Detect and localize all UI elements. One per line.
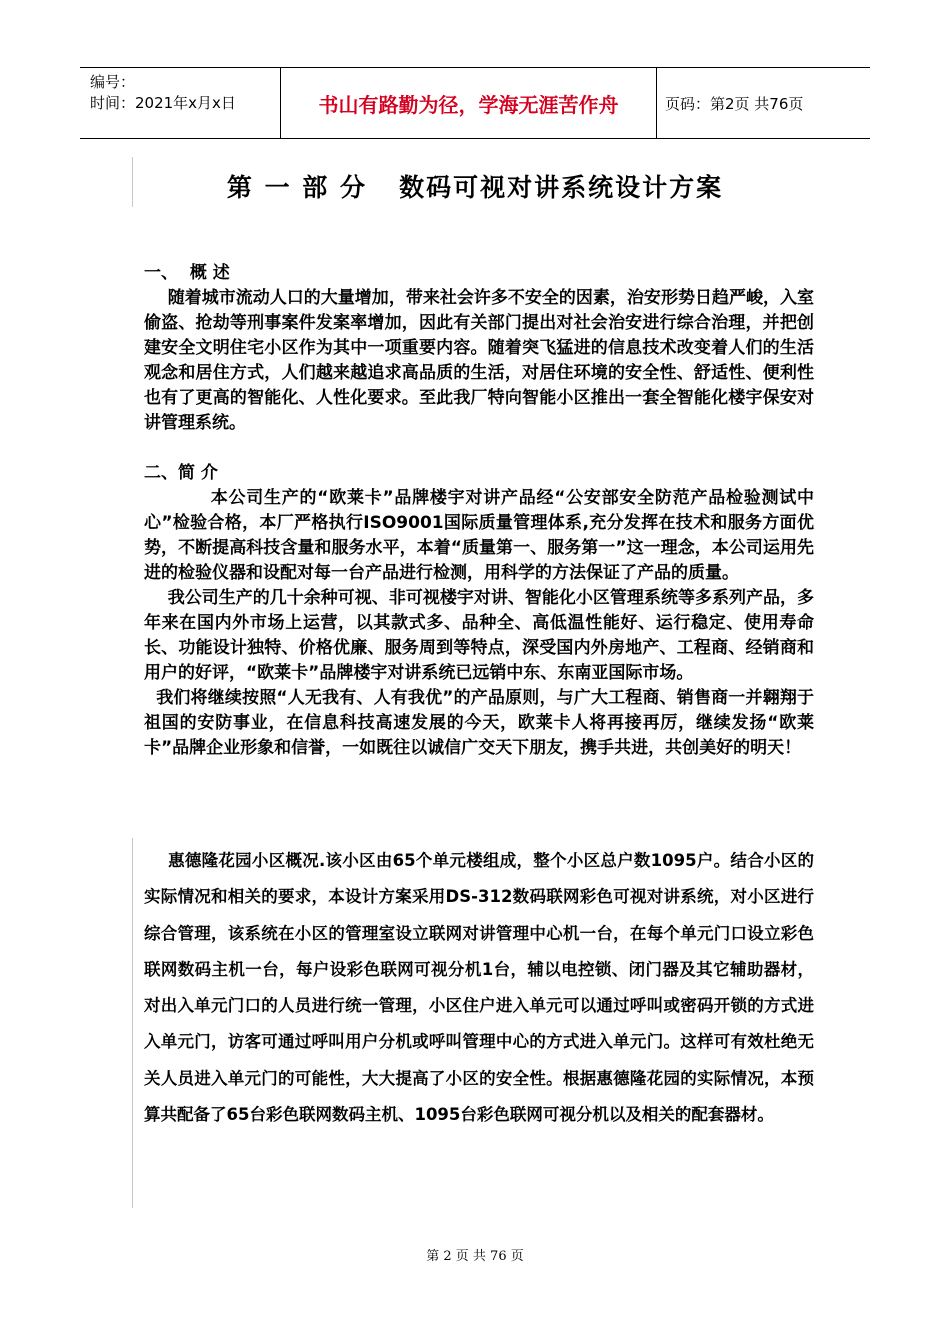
project-paragraph: 惠德隆花园小区概况.该小区由65个单元楼组成，整个小区总户数1095户。结合小区的实际情况和相关的要求，本设计方案采用DS-312数码联网彩色可视对讲系统，对小区进行综合管理，该系统在小区的管理室设立联网对讲管理中心机一台，在每个单元门口设立彩色联网数码主机一台，每户设彩色联网可视分机1台，辅以电控锁、闭门器及其它辅助器材，对出入单元门口的人员进行统一管理，小区住户进入单元可以通过呼叫或密码开锁的方式进入单元门，访客可通过呼叫用户分机或呼叫管理中心的方式进入单元门。这样可有效杜绝无关人员进入单元门的可能性，大大提高了小区的安全性。根据惠德隆花园的实际情况，本预算共配备了65台彩色联网数码主机、1095台彩色联网可视分机以及相关的配套器材。 [144,851,815,1125]
time-label: 时间：2021年x月x日 [90,94,236,112]
section-heading-overview: 一、 概 述 [144,263,230,283]
header-meta [80,68,281,138]
intro-paragraph-1: 本公司生产的“欧莱卡”品牌楼宇对讲产品经“公安部安全防范产品检验测试中心”检验合格，本厂严格执行ISO9001国际质量管理体系,充分发挥在技术和服务方面优势，不断提高科技含量和服务水平，本着“质量第一、服务第一”这一理念，本公司运用先进的检验仪器和设配对每一台产品进行检测，用科学的方法保证了产品的质量。 [144,488,814,583]
number-label: 编号： [90,73,136,91]
page-footer: 第 2 页 共 76 页 [426,1249,524,1264]
intro-paragraph-3: 我们将继续按照“人无我有、人有我优”的产品原则，与广大工程商、销售商一并翱翔于祖国的安防事业，在信息科技高速发展的今天，欧莱卡人将再接再厉，继续发扬“欧莱卡”品牌企业形象和信誉，一如既往以诚信广交天下朋友，携手共进，共创美好的明天！ [144,688,814,758]
document-title: 第 一 部 分 数码可视对讲系统设计方案 [226,173,724,202]
main-content [144,261,814,761]
project-overview [144,843,814,1133]
header-table [80,67,870,139]
intro-paragraph-2: 我公司生产的几十余种可视、非可视楼宇对讲、智能化小区管理系统等多系列产品，多年来在国内外市场上运营，以其款式多、品种全、高低温性能好、运行稳定、使用寿命长、功能设计独特、价格优廉、服务周到等特点，深受国内外房地产、工程商、经销商和用户的好评，“欧莱卡”品牌楼宇对讲系统已远销中东、东南亚国际市场。 [144,588,814,683]
section-heading-intro: 二、简 介 [144,463,218,483]
header-page-info: 页码：第2页 共76页 [665,94,804,113]
margin-rule-2 [132,838,133,1208]
overview-paragraph: 随着城市流动人口的大量增加，带来社会许多不安全的因素，治安形势日趋严峻，入室偷盗、抢劫等刑事案件发案率增加，因此有关部门提出对社会治安进行综合治理，并把创建安全文明住宅小区作为其中一项重要内容。随着突飞猛进的信息技术改变着人们的生活观念和居住方式，人们越来越追求高品质的生活，对居住环境的安全性、舒适性、便利性也有了更高的智能化、人性化要求。至此我厂特向智能小区推出一套全智能化楼宇保安对讲管理系统。 [144,288,814,433]
header-motto: 书山有路勤为径，学海无涯苦作舟 [281,68,657,138]
